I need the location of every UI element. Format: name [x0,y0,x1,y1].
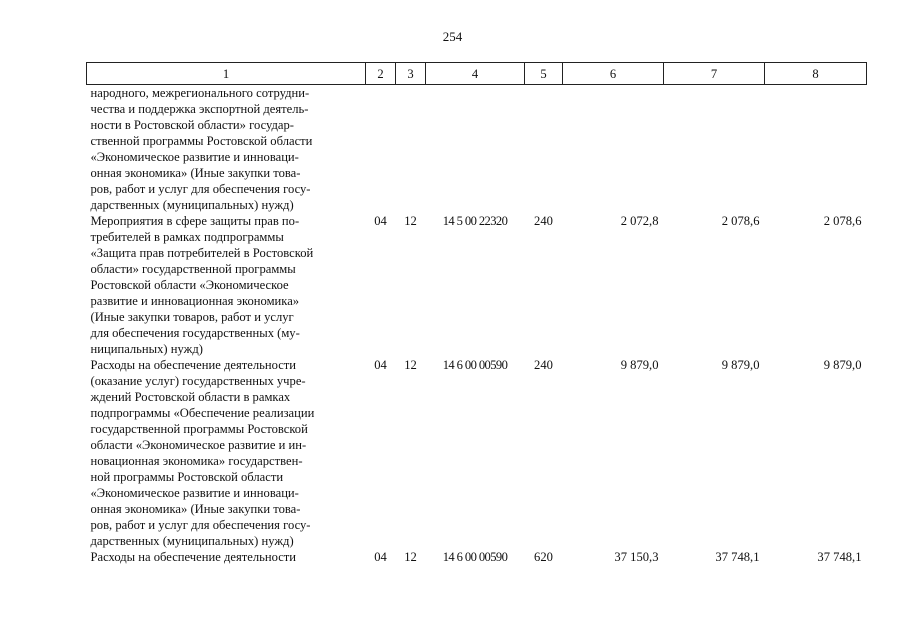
description-line: ждений Ростовской области в рамках [90,390,291,404]
description-line: ров, работ и услуг для обеспечения госу- [90,182,311,196]
target-article-code: 14 6 00 00590 [442,550,508,564]
amount-col6: 9 879,0 [620,358,659,372]
description-line: ниципальных) нужд) [90,342,203,356]
description-line: дарственных (муниципальных) нужд) [90,198,294,212]
description-line: области «Экономическое развитие и ин- [90,438,307,452]
description-line: народного, межрегионального сотрудни- [90,86,310,100]
description-line: «Защита прав потребителей в Ростовской [90,246,314,260]
amount-col7: 37 748,1 [715,550,760,564]
column-number-header-row [87,63,867,85]
expense-type-code: 240 [534,214,553,228]
description-line: чества и поддержка экспортной деятель- [90,102,309,116]
description-line: Мероприятия в сфере защиты прав по- [90,214,300,228]
section-code: 04 [374,550,387,564]
column-header: 1 [87,63,366,85]
column-header: 6 [563,63,664,85]
description-line: для обеспечения государственных (му- [90,326,300,340]
description-line: ности в Ростовской области» государ- [90,118,294,132]
amount-col8 [765,85,867,214]
amount-col6: 37 150,3 [614,550,659,564]
expense-type-code: 620 [534,550,553,564]
target-article-code [426,85,525,214]
amount-col8: 2 078,6 [823,214,862,228]
description-line: (Иные закупки товаров, работ и услуг [90,310,294,324]
expense-type-code: 240 [534,358,553,372]
description-line: ственной программы Ростовской области [90,134,313,148]
description-line: онная экономика» (Иные закупки това- [90,502,301,516]
subsection-code: 12 [404,358,417,372]
description-line: Расходы на обеспечение деятельности [90,550,297,564]
column-header: 3 [396,63,426,85]
description-line: области» государственной программы [90,262,296,276]
description-line: требителей в рамках подпрограммы [90,230,284,244]
description-line: ной программы Ростовской области [90,470,284,484]
column-header: 2 [366,63,396,85]
amount-col7 [664,85,765,214]
description-line: развитие и инновационная экономика» [90,294,300,308]
table-row [87,549,867,565]
amount-col7: 2 078,6 [721,214,760,228]
column-header: 5 [525,63,563,85]
table-row [87,85,867,214]
description-line: (оказание услуг) государственных учре- [90,374,306,388]
description-line: подпрограммы «Обеспечение реализации [90,406,315,420]
amount-col8: 37 748,1 [817,550,862,564]
description-line: новационная экономика» государствен- [90,454,303,468]
row-description [87,85,366,214]
description-line: «Экономическое развитие и инноваци- [90,486,299,500]
subsection-code: 12 [404,550,417,564]
section-code [366,85,396,214]
subsection-code [396,85,426,214]
column-header: 7 [664,63,765,85]
column-header: 4 [426,63,525,85]
target-article-code: 14 5 00 22320 [442,214,508,228]
subsection-code: 12 [404,214,417,228]
expense-type-code [525,85,563,214]
description-line: Ростовской области «Экономическое [90,278,289,292]
description-line: «Экономическое развитие и инноваци- [90,150,299,164]
row-description [87,357,366,549]
row-description [87,549,366,565]
section-code: 04 [374,214,387,228]
section-code: 04 [374,358,387,372]
amount-col8: 9 879,0 [823,358,862,372]
description-line: дарственных (муниципальных) нужд) [90,534,294,548]
description-line: ров, работ и услуг для обеспечения госу- [90,518,311,532]
description-line: государственной программы Ростовской [90,422,308,436]
amount-col7: 9 879,0 [721,358,760,372]
description-line: Расходы на обеспечение деятельности [90,358,297,372]
page-number: 254 [442,29,463,44]
target-article-code: 14 6 00 00590 [442,358,508,372]
budget-table [86,62,867,565]
amount-col6: 2 072,8 [620,214,659,228]
row-description [87,213,366,357]
table-row [87,213,867,357]
table-row [87,357,867,549]
amount-col6 [563,85,664,214]
description-line: онная экономика» (Иные закупки това- [90,166,301,180]
column-header: 8 [765,63,867,85]
